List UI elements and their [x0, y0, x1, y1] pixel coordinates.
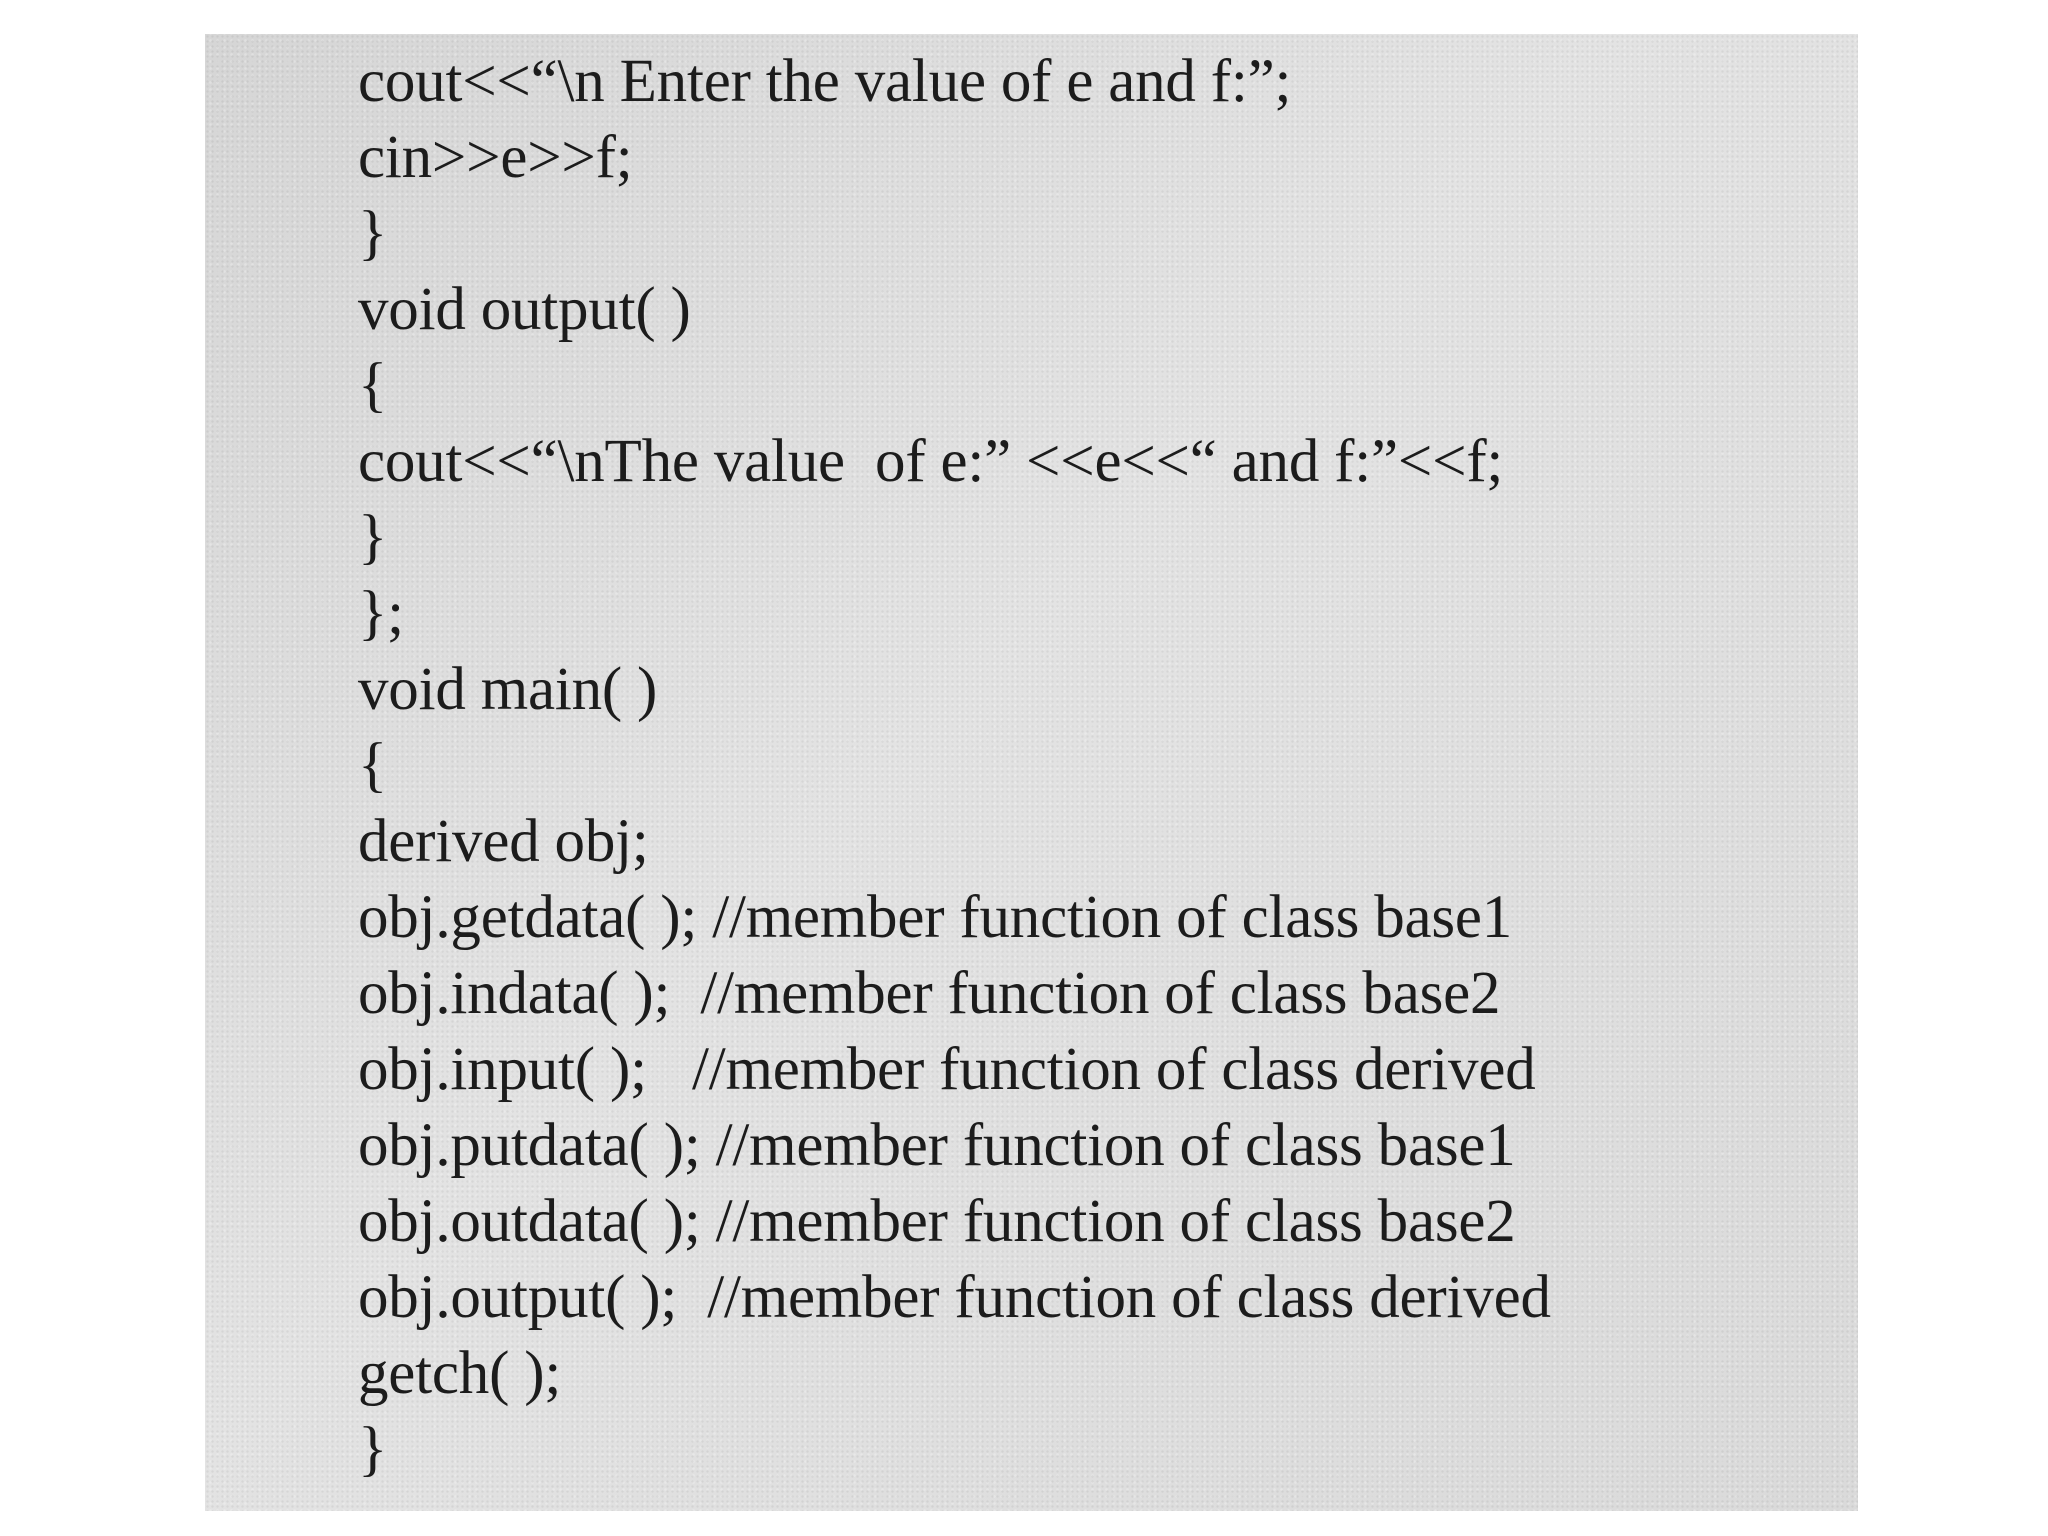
- code-line: }: [358, 200, 388, 267]
- scanned-code-listing: [205, 34, 1858, 1511]
- code-line: {: [358, 732, 388, 799]
- code-line: }: [358, 1416, 388, 1483]
- code-line: void output( ): [358, 276, 691, 343]
- code-line: obj.outdata( ); //member function of class base2: [358, 1188, 1516, 1255]
- code-line: cout<<“\n Enter the value of e and f:”;: [358, 48, 1292, 115]
- code-block: [358, 44, 1551, 1488]
- code-line: derived obj;: [358, 808, 649, 875]
- code-line: obj.input( ); //member function of class derived: [358, 1036, 1536, 1103]
- code-line: }: [358, 504, 388, 571]
- code-line: };: [358, 580, 404, 647]
- code-line: obj.indata( ); //member function of class base2: [358, 960, 1501, 1027]
- code-line: obj.output( ); //member function of class derived: [358, 1264, 1551, 1331]
- code-line: void main( ): [358, 656, 658, 723]
- code-line: obj.putdata( ); //member function of class base1: [358, 1112, 1516, 1179]
- code-line: {: [358, 352, 388, 419]
- code-line: cout<<“\nThe value of e:” <<e<<“ and f:”<<f;: [358, 428, 1504, 495]
- code-line: cin>>e>>f;: [358, 124, 633, 191]
- code-line: getch( );: [358, 1340, 562, 1407]
- code-line: obj.getdata( ); //member function of class base1: [358, 884, 1513, 951]
